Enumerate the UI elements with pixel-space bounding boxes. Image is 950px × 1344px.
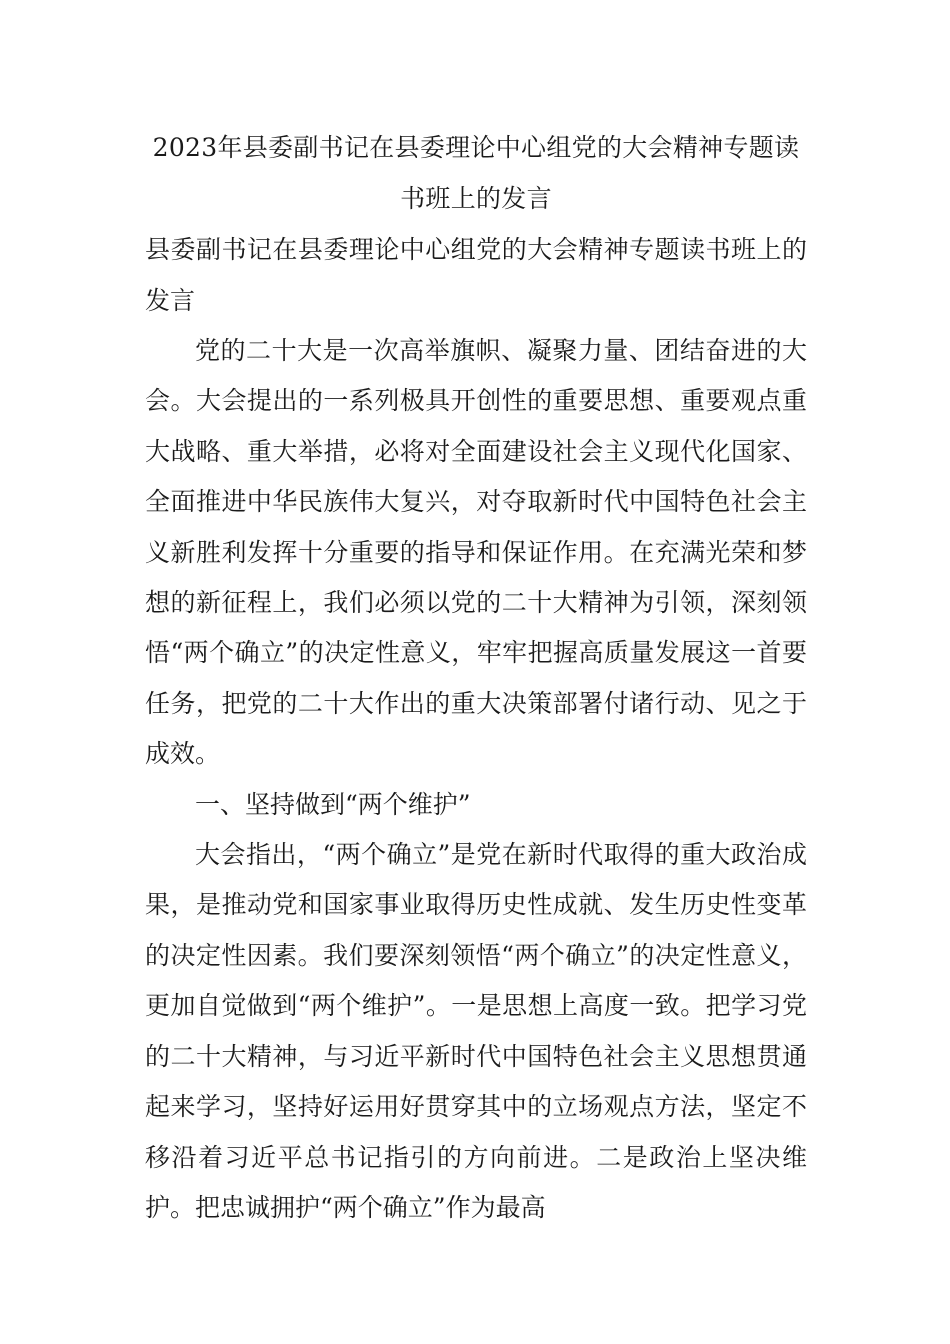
section-heading: 一、坚持做到“两个维护” bbox=[195, 789, 471, 819]
document-page bbox=[145, 122, 807, 1233]
section-paragraph: 大会指出，“两个确立”是党在新时代取得的重大政治成果，是推动党和国家事业取得历史性成就、发生历史性变革的决定性因素。我们要深刻领悟“两个确立”的决定性意义，更加自觉做到“两个维护”。一是思想上高度一致。把学习党的二十大精神，与习近平新时代中国特色社会主义思想贯通起来学习，坚持好运用好贯穿其中的立场观点方法，坚定不移沿着习近平总书记指引的方向前进。二是政治上坚决维护。把忠诚拥护“两个确立”作为最高 bbox=[145, 840, 807, 1222]
intro-paragraph: 党的二十大是一次高举旗帜、凝聚力量、团结奋进的大会。大会提出的一系列极具开创性的重要思想、重要观点重大战略、重大举措，必将对全面建设社会主义现代化国家、全面推进中华民族伟大复兴，对夺取新时代中国特色社会主义新胜利发挥十分重要的指导和保证作用。在充满光荣和梦想的新征程上，我们必须以党的二十大精神为引领，深刻领悟“两个确立”的决定性意义，牢牢把握高质量发展这一首要任务，把党的二十大作出的重大决策部署付诸行动、见之于成效。 bbox=[145, 336, 807, 769]
document-subtitle: 县委副书记在县委理论中心组党的大会精神专题读书班上的发言 bbox=[145, 235, 807, 315]
document-title: 2023年县委副书记在县委理论中心组党的大会精神专题读书班上的发言 bbox=[152, 133, 800, 213]
